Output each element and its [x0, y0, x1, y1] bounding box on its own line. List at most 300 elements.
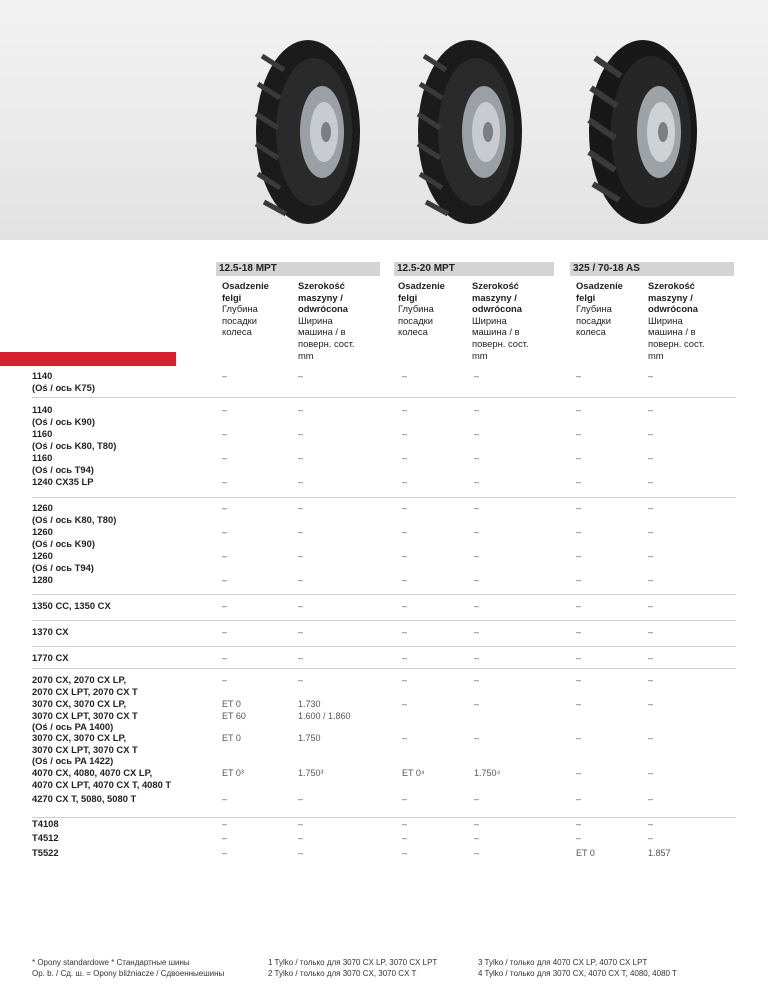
cell-value: –	[474, 601, 480, 611]
cell-value: –	[474, 653, 480, 663]
cell-value: –	[576, 794, 582, 804]
table-cell	[298, 575, 303, 587]
width-label-pl: odwrócona	[472, 303, 523, 315]
cell-value: –	[402, 527, 408, 537]
table-cell	[576, 819, 581, 831]
width-label-ru: поверн. сост.	[648, 337, 705, 349]
table-cell	[298, 699, 351, 722]
table-cell	[402, 794, 407, 806]
cell-value: –	[576, 453, 582, 463]
table-cell	[576, 527, 581, 539]
footnote-3: 3 Tylko / только для 4070 CX LP, 4070 CX LPT	[478, 958, 648, 967]
cell-value: –	[222, 653, 228, 663]
cell-value: –	[222, 477, 228, 487]
cell-value: –	[402, 699, 408, 709]
table-cell	[576, 405, 581, 417]
cell-value: –	[474, 503, 480, 513]
table-cell	[222, 833, 227, 845]
model-label-line: 1260	[32, 526, 53, 537]
depth-label-ru: Глубина	[576, 303, 612, 315]
model-label	[32, 698, 212, 733]
footnote-standard-tyres: * Opony standardowe * Стандартные шины	[32, 958, 190, 967]
model-label	[32, 818, 212, 830]
cell-value: –	[576, 819, 582, 829]
cell-value: –	[474, 699, 480, 709]
table-cell	[222, 675, 227, 687]
table-cell	[576, 794, 581, 806]
cell-value: –	[402, 477, 408, 487]
table-cell	[474, 601, 479, 613]
model-label	[32, 793, 212, 805]
tyre-size-header-3: 325 / 70-18 AS	[570, 262, 734, 276]
model-label	[32, 674, 212, 697]
table-cell	[648, 794, 653, 806]
table-cell	[648, 768, 653, 780]
cell-value: –	[576, 833, 582, 843]
depth-label-ru: посадки	[222, 314, 258, 326]
model-label-line: (Oś / ось T94)	[32, 561, 94, 573]
table-cell	[298, 768, 324, 780]
tyre-size-header-2: 12.5-20 MPT	[394, 262, 554, 276]
depth-label-ru: посадки	[398, 314, 434, 326]
width-header-3	[648, 280, 718, 361]
cell-value-alt: ET 60	[222, 710, 246, 721]
table-cell	[576, 601, 581, 613]
model-label-line: (Oś / ось K80, T80)	[32, 439, 117, 451]
table-cell	[298, 527, 303, 539]
table-cell	[222, 477, 227, 489]
table-cell	[222, 575, 227, 587]
table-cell	[402, 653, 407, 665]
model-label	[32, 600, 212, 612]
row-divider	[32, 497, 736, 498]
model-label-line: 1260	[32, 502, 53, 513]
table-cell	[474, 653, 479, 665]
tyre-size-header-1: 12.5-18 MPT	[216, 262, 380, 276]
table-cell	[648, 527, 653, 539]
table-cell	[402, 768, 425, 780]
table-cell	[222, 405, 227, 417]
table-cell	[474, 833, 479, 845]
cell-value: –	[648, 527, 654, 537]
table-cell	[576, 453, 581, 465]
model-label	[32, 847, 212, 859]
cell-value: –	[648, 551, 654, 561]
cell-value: –	[474, 477, 480, 487]
model-label-line: 1280	[32, 574, 53, 585]
table-cell	[298, 794, 303, 806]
model-label	[32, 832, 212, 844]
cell-value: –	[576, 551, 582, 561]
width-label-ru: Ширина	[472, 314, 507, 326]
cell-value: –	[576, 733, 582, 743]
model-label	[32, 404, 212, 427]
model-label	[32, 502, 212, 525]
cell-value: –	[402, 453, 408, 463]
table-cell	[648, 848, 671, 860]
model-label-line: 2070 CX LPT, 2070 CX T	[32, 685, 138, 697]
cell-value: –	[402, 653, 408, 663]
cell-value: –	[222, 405, 228, 415]
cell-value: –	[648, 405, 654, 415]
model-label	[32, 767, 212, 790]
depth-label-pl: felgi	[222, 291, 242, 303]
section-marker	[0, 352, 176, 366]
table-cell	[576, 848, 595, 860]
table-cell	[402, 848, 407, 860]
cell-value: –	[474, 833, 480, 843]
cell-value: –	[298, 551, 304, 561]
cell-value: –	[298, 819, 304, 829]
cell-value: –	[474, 794, 480, 804]
cell-value: 1.750⁴	[474, 768, 501, 778]
table-cell	[222, 653, 227, 665]
table-cell	[474, 699, 479, 711]
width-label-pl: Szerokość	[648, 280, 695, 291]
cell-value: –	[222, 527, 228, 537]
cell-value: ET 0⁴	[402, 768, 425, 778]
cell-value: –	[222, 503, 228, 513]
tractor-tyre-image-3	[585, 36, 701, 228]
table-cell	[648, 575, 653, 587]
table-cell	[576, 371, 581, 383]
table-cell	[298, 601, 303, 613]
cell-value: –	[576, 768, 582, 778]
table-cell	[648, 819, 653, 831]
table-cell	[402, 503, 407, 515]
width-label-pl: Szerokość	[472, 280, 519, 291]
cell-value: –	[648, 819, 654, 829]
cell-value: –	[402, 503, 408, 513]
cell-value: –	[474, 627, 480, 637]
model-label-line: 1160	[32, 428, 53, 439]
model-label-line: 1240 CX35 LP	[32, 476, 94, 487]
depth-label-pl: Osadzenie	[576, 280, 623, 291]
footnote-block-1	[32, 958, 224, 979]
cell-value: –	[402, 675, 408, 685]
depth-label-ru: колеса	[222, 326, 252, 338]
table-cell	[576, 575, 581, 587]
width-label-pl: maszyny /	[298, 291, 343, 303]
footnote-block-2	[268, 958, 437, 979]
cell-value: –	[298, 794, 304, 804]
table-cell	[648, 477, 653, 489]
cell-value: –	[648, 575, 654, 585]
tractor-tyre-image-2	[412, 36, 528, 228]
table-cell	[298, 503, 303, 515]
table-cell	[402, 477, 407, 489]
table-cell	[576, 551, 581, 563]
cell-value: –	[298, 371, 304, 381]
model-label-line: 1370 CX	[32, 626, 69, 637]
cell-value: –	[402, 405, 408, 415]
cell-value: –	[648, 477, 654, 487]
cell-value: –	[648, 371, 654, 381]
model-label-line: 4070 CX, 4080, 4070 CX LP,	[32, 767, 153, 778]
row-divider	[32, 668, 736, 669]
footnote-twin-tyres: Op. b. / Сд. ш. = Opony bliźniacze / Сдвоенныешины	[32, 968, 225, 978]
table-cell	[222, 453, 227, 465]
cell-value: –	[298, 503, 304, 513]
cell-value: –	[576, 699, 582, 709]
model-label	[32, 652, 212, 664]
model-label-line: 3070 CX LPT, 3070 CX T	[32, 709, 138, 721]
cell-value: –	[474, 429, 480, 439]
table-cell	[474, 575, 479, 587]
table-cell	[402, 575, 407, 587]
width-label-pl: odwrócona	[648, 303, 699, 315]
model-label-line: 3070 CX, 3070 CX LP,	[32, 698, 127, 709]
table-cell	[298, 405, 303, 417]
table-cell	[648, 675, 653, 687]
model-label	[32, 574, 212, 586]
cell-value: –	[298, 527, 304, 537]
cell-value: –	[222, 551, 228, 561]
model-label-line: 1350 CC, 1350 CX	[32, 600, 111, 611]
cell-value: –	[648, 699, 654, 709]
cell-value: –	[402, 848, 408, 858]
cell-value: –	[576, 371, 582, 381]
cell-value: –	[222, 627, 228, 637]
depth-label-ru: посадки	[576, 314, 612, 326]
table-cell	[576, 477, 581, 489]
cell-value: 1.750	[298, 733, 321, 743]
width-label-pl: Szerokość	[298, 280, 345, 291]
depth-label-ru: колеса	[576, 326, 606, 338]
width-label-pl: maszyny /	[472, 291, 517, 303]
cell-value: –	[402, 601, 408, 611]
cell-value: –	[648, 429, 654, 439]
table-cell	[474, 453, 479, 465]
table-cell	[222, 699, 246, 722]
table-cell	[576, 768, 581, 780]
width-label-ru: поверн. сост.	[472, 337, 529, 349]
table-cell	[402, 833, 407, 845]
table-cell	[222, 819, 227, 831]
cell-value: –	[576, 601, 582, 611]
table-cell	[474, 768, 500, 780]
table-cell	[298, 627, 303, 639]
cell-value: –	[298, 601, 304, 611]
table-cell	[474, 848, 479, 860]
table-cell	[402, 675, 407, 687]
cell-value: –	[402, 551, 408, 561]
model-label	[32, 428, 212, 451]
depth-header-1	[222, 280, 292, 338]
cell-value: –	[222, 601, 228, 611]
model-label-line: 1160	[32, 452, 53, 463]
model-label	[32, 550, 212, 573]
row-divider	[32, 594, 736, 595]
cell-value: –	[576, 575, 582, 585]
table-cell	[402, 551, 407, 563]
cell-value: –	[222, 371, 228, 381]
cell-value: –	[648, 794, 654, 804]
cell-value: –	[474, 551, 480, 561]
cell-value: –	[648, 653, 654, 663]
cell-value: –	[222, 819, 228, 829]
cell-value: 1.750³	[298, 768, 324, 778]
width-label-ru: машина / в	[472, 326, 520, 338]
cell-value: –	[648, 453, 654, 463]
table-cell	[576, 429, 581, 441]
width-header-1	[298, 280, 368, 361]
model-label	[32, 370, 212, 393]
width-header-2	[472, 280, 542, 361]
depth-label-pl: felgi	[576, 291, 596, 303]
table-cell	[298, 848, 303, 860]
depth-label-pl: Osadzenie	[398, 280, 445, 291]
table-cell	[298, 477, 303, 489]
cell-value: –	[298, 405, 304, 415]
depth-label-ru: колеса	[398, 326, 428, 338]
table-cell	[474, 503, 479, 515]
table-cell	[402, 453, 407, 465]
table-cell	[474, 477, 479, 489]
table-cell	[222, 527, 227, 539]
table-cell	[298, 653, 303, 665]
cell-value: –	[576, 429, 582, 439]
table-cell	[648, 733, 653, 745]
table-cell	[298, 453, 303, 465]
model-label-line: 1140	[32, 404, 53, 415]
depth-label-ru: Глубина	[398, 303, 434, 315]
table-cell	[648, 453, 653, 465]
row-divider	[32, 646, 736, 647]
cell-value: –	[648, 627, 654, 637]
width-label-ru: поверн. сост.	[298, 337, 355, 349]
model-label-line: (Oś / ось K75)	[32, 381, 95, 393]
table-cell	[222, 768, 244, 780]
width-label-pl: maszyny /	[648, 291, 693, 303]
table-cell	[648, 601, 653, 613]
model-label-line: 2070 CX, 2070 CX LP,	[32, 674, 127, 685]
cell-value: –	[576, 527, 582, 537]
table-cell	[298, 371, 303, 383]
cell-value: –	[576, 405, 582, 415]
table-cell	[402, 371, 407, 383]
cell-value: –	[474, 675, 480, 685]
cell-value: –	[648, 503, 654, 513]
table-cell	[474, 371, 479, 383]
table-cell	[576, 699, 581, 711]
table-cell	[474, 405, 479, 417]
cell-value: –	[222, 675, 228, 685]
width-label-ru: Ширина	[298, 314, 333, 326]
table-cell	[474, 527, 479, 539]
cell-value: –	[222, 575, 228, 585]
table-cell	[648, 551, 653, 563]
table-cell	[222, 794, 227, 806]
cell-value: –	[402, 371, 408, 381]
cell-value: –	[402, 429, 408, 439]
model-label	[32, 452, 212, 475]
cell-value: ET 0	[222, 733, 241, 743]
table-cell	[648, 371, 653, 383]
table-cell	[576, 833, 581, 845]
cell-value: –	[576, 477, 582, 487]
table-cell	[402, 405, 407, 417]
cell-value: –	[298, 848, 304, 858]
table-cell	[576, 733, 581, 745]
table-cell	[648, 653, 653, 665]
table-cell	[222, 551, 227, 563]
model-label	[32, 476, 212, 488]
cell-value: –	[474, 405, 480, 415]
table-cell	[298, 833, 303, 845]
row-divider	[32, 397, 736, 398]
model-label	[32, 732, 212, 767]
cell-value: –	[298, 453, 304, 463]
footnote-4: 4 Tylko / только для 3070 CX, 4070 CX T, 4080, 4080 T	[478, 968, 677, 978]
table-cell	[474, 819, 479, 831]
cell-value: –	[648, 675, 654, 685]
cell-value: –	[298, 675, 304, 685]
table-cell	[474, 429, 479, 441]
cell-value: –	[402, 627, 408, 637]
table-cell	[402, 627, 407, 639]
footnote-2: 2 Tylko / только для 3070 CX, 3070 CX T	[268, 968, 417, 978]
cell-value: –	[222, 453, 228, 463]
cell-value: –	[222, 794, 228, 804]
model-label-line: (Oś / ось T94)	[32, 463, 94, 475]
table-cell	[576, 675, 581, 687]
table-cell	[576, 627, 581, 639]
model-label-line: T4512	[32, 832, 59, 843]
table-cell	[222, 627, 227, 639]
table-cell	[576, 653, 581, 665]
width-unit: mm	[298, 349, 314, 361]
table-cell	[474, 551, 479, 563]
model-label-line: (Oś / ось K80, T80)	[32, 513, 117, 525]
table-cell	[576, 503, 581, 515]
cell-value: –	[298, 575, 304, 585]
table-cell	[402, 429, 407, 441]
width-label-ru: машина / в	[298, 326, 346, 338]
width-unit: mm	[472, 349, 488, 361]
cell-value: –	[402, 819, 408, 829]
table-cell	[648, 627, 653, 639]
model-label-line: 4270 CX T, 5080, 5080 T	[32, 793, 137, 804]
cell-value: 1.730	[298, 699, 321, 709]
cell-value: –	[298, 477, 304, 487]
table-cell	[222, 503, 227, 515]
width-unit: mm	[648, 349, 664, 361]
table-cell	[402, 527, 407, 539]
table-cell	[474, 627, 479, 639]
depth-header-2	[398, 280, 468, 338]
table-cell	[222, 733, 241, 745]
cell-value: –	[474, 819, 480, 829]
depth-label-pl: Osadzenie	[222, 280, 269, 291]
model-label-line: 1770 CX	[32, 652, 69, 663]
cell-value: –	[402, 833, 408, 843]
cell-value: –	[648, 601, 654, 611]
table-cell	[222, 429, 227, 441]
cell-value: 1.857	[648, 848, 671, 858]
table-cell	[402, 733, 407, 745]
table-cell	[298, 733, 321, 745]
width-label-pl: odwrócona	[298, 303, 349, 315]
table-cell	[222, 601, 227, 613]
cell-value: –	[576, 627, 582, 637]
model-label-line: T4108	[32, 818, 59, 829]
cell-value: –	[298, 833, 304, 843]
table-cell	[402, 699, 407, 711]
cell-value: –	[402, 575, 408, 585]
cell-value: –	[648, 733, 654, 743]
cell-value: –	[648, 833, 654, 843]
